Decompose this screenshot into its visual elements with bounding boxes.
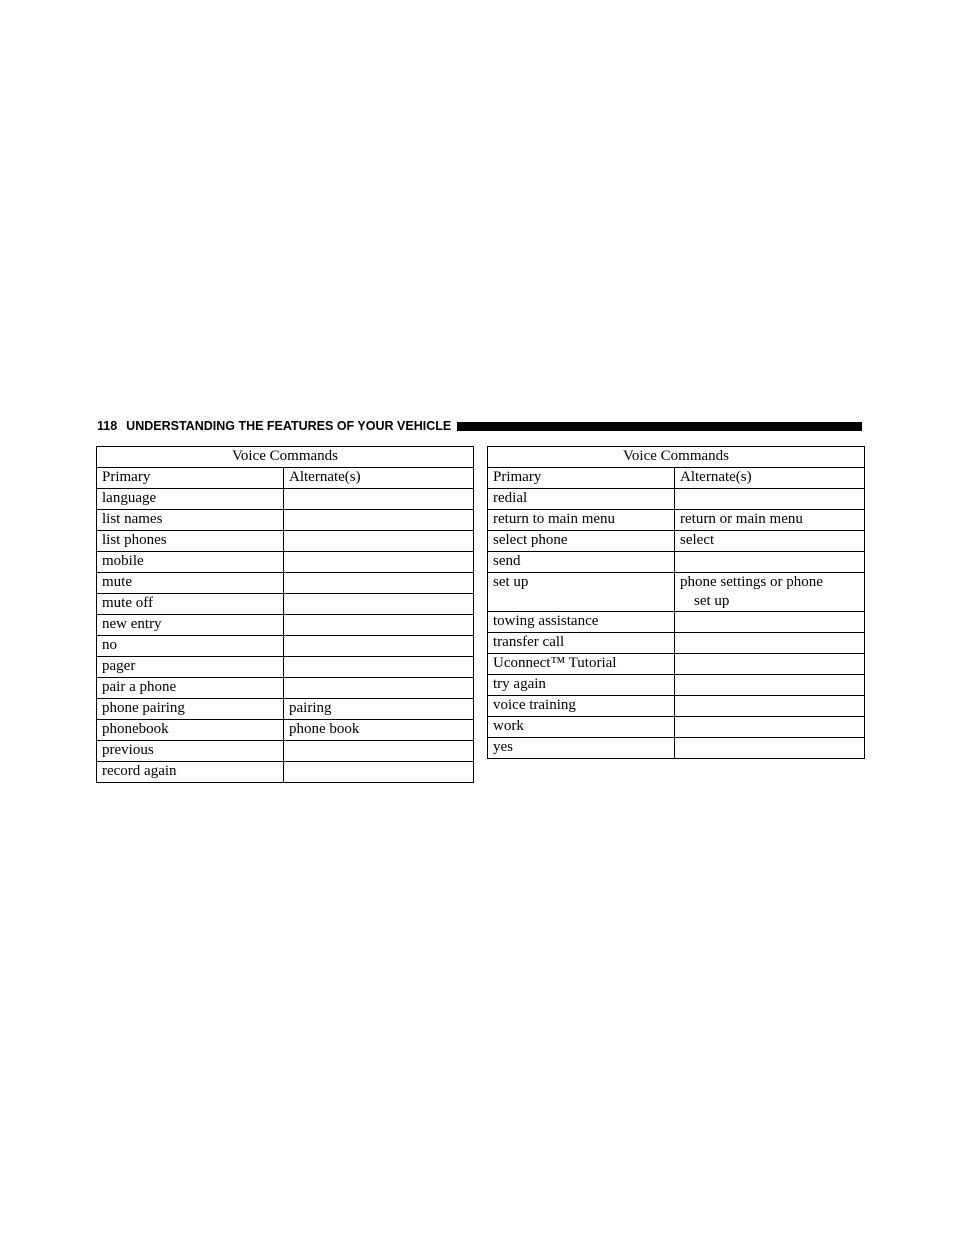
- alternate-cell: [284, 678, 474, 699]
- table-row: [97, 573, 474, 594]
- table-row: [488, 612, 865, 633]
- alternate-cell: [675, 489, 865, 510]
- table-row: [488, 531, 865, 552]
- page-number: 118: [97, 419, 118, 433]
- table-row: [488, 633, 865, 654]
- col-header-primary: Primary: [97, 468, 284, 489]
- alternate-cell: [284, 573, 474, 594]
- col-header-primary: Primary: [488, 468, 675, 489]
- page-header: [97, 417, 862, 435]
- primary-cell: previous: [97, 741, 284, 762]
- table-title: Voice Commands: [97, 447, 474, 468]
- table-row: [97, 552, 474, 573]
- header-rule: [457, 422, 862, 431]
- voice-commands-table-left: [96, 446, 474, 783]
- alternate-cell: [284, 594, 474, 615]
- primary-cell: mute: [97, 573, 284, 594]
- alternate-cell: [284, 657, 474, 678]
- alternate-cell: [284, 510, 474, 531]
- table-row: [488, 717, 865, 738]
- primary-cell: phonebook: [97, 720, 284, 741]
- table-row: [488, 510, 865, 531]
- table-row: [488, 489, 865, 510]
- table-header-row: [97, 468, 474, 489]
- table-row: [97, 678, 474, 699]
- primary-cell: return to main menu: [488, 510, 675, 531]
- primary-cell: yes: [488, 738, 675, 759]
- alternate-cell: phone book: [284, 720, 474, 741]
- table-row: [97, 531, 474, 552]
- alternate-cell: [675, 696, 865, 717]
- table-row: [488, 738, 865, 759]
- alternate-cell: [284, 552, 474, 573]
- table-row: [97, 741, 474, 762]
- alternate-cell: select: [675, 531, 865, 552]
- primary-cell: pair a phone: [97, 678, 284, 699]
- primary-cell: pager: [97, 657, 284, 678]
- table-row: [97, 636, 474, 657]
- alternate-cell: [284, 531, 474, 552]
- primary-cell: redial: [488, 489, 675, 510]
- alternate-cell: [675, 552, 865, 573]
- alternate-cell: [675, 573, 865, 612]
- alternate-cell: [284, 762, 474, 783]
- table-header-row: [488, 468, 865, 489]
- table-row: [97, 510, 474, 531]
- alternate-cell: [675, 717, 865, 738]
- table-row: [97, 720, 474, 741]
- primary-cell: new entry: [97, 615, 284, 636]
- section-title: UNDERSTANDING THE FEATURES OF YOUR VEHICLE: [126, 419, 452, 433]
- table-row: [488, 552, 865, 573]
- voice-commands-table-right: [487, 446, 865, 759]
- primary-cell: language: [97, 489, 284, 510]
- primary-cell: transfer call: [488, 633, 675, 654]
- table-row: [488, 654, 865, 675]
- primary-cell: mobile: [97, 552, 284, 573]
- alternate-cell: [284, 489, 474, 510]
- primary-cell: record again: [97, 762, 284, 783]
- primary-cell: mute off: [97, 594, 284, 615]
- table-row: [97, 699, 474, 720]
- alternate-cell: return or main menu: [675, 510, 865, 531]
- primary-cell: try again: [488, 675, 675, 696]
- primary-cell: phone pairing: [97, 699, 284, 720]
- primary-cell: voice training: [488, 696, 675, 717]
- alternate-cell: [675, 738, 865, 759]
- alternate-cell: [675, 675, 865, 696]
- table-row: [97, 657, 474, 678]
- primary-cell: towing assistance: [488, 612, 675, 633]
- primary-cell: set up: [488, 573, 675, 612]
- alternate-cell: [675, 612, 865, 633]
- primary-cell: send: [488, 552, 675, 573]
- col-header-alternate: Alternate(s): [675, 468, 865, 489]
- primary-cell: select phone: [488, 531, 675, 552]
- primary-cell: list phones: [97, 531, 284, 552]
- primary-cell: work: [488, 717, 675, 738]
- table-row: [97, 615, 474, 636]
- table-row: [97, 762, 474, 783]
- table-row: [97, 489, 474, 510]
- table-row: [488, 696, 865, 717]
- table-row: [97, 594, 474, 615]
- primary-cell: no: [97, 636, 284, 657]
- primary-cell: Uconnect™ Tutorial: [488, 654, 675, 675]
- alternate-cell: [284, 615, 474, 636]
- col-header-alternate: Alternate(s): [284, 468, 474, 489]
- table-title: Voice Commands: [488, 447, 865, 468]
- alternate-cell: [284, 636, 474, 657]
- alternate-cell: [675, 654, 865, 675]
- table-row: [488, 675, 865, 696]
- table-row: [488, 573, 865, 612]
- alternate-line-1: phone settings or phone: [680, 574, 823, 590]
- alternate-line-2: set up: [694, 593, 730, 609]
- primary-cell: list names: [97, 510, 284, 531]
- alternate-cell: [284, 741, 474, 762]
- alternate-cell: pairing: [284, 699, 474, 720]
- alternate-cell: [675, 633, 865, 654]
